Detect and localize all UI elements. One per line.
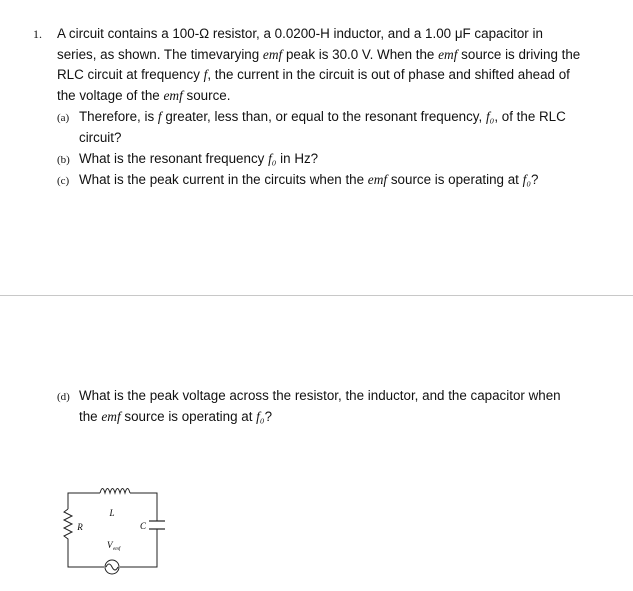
wire-bottom-left xyxy=(68,543,104,567)
frequency-symbol: f xyxy=(157,109,162,124)
resistor-zigzag xyxy=(64,509,72,543)
question-line-1 xyxy=(57,23,617,44)
question-number: 1. xyxy=(33,27,42,41)
part-c-label: (c) xyxy=(57,175,70,187)
resonant-frequency-symbol: f₀ xyxy=(268,151,277,166)
label-source-subscript: emf xyxy=(113,547,121,552)
label-source: V xyxy=(107,540,113,550)
part-text: ? xyxy=(531,172,539,187)
resonant-frequency-symbol: f₀ xyxy=(522,172,532,187)
emf-term: emf xyxy=(367,172,388,187)
wire-top-left xyxy=(68,493,100,509)
part-text: in Hz? xyxy=(276,151,319,166)
inductor-coil xyxy=(100,489,130,494)
frequency-symbol: f xyxy=(203,67,208,82)
part-text: source is operating at xyxy=(120,409,257,424)
part-a-label: (a) xyxy=(57,112,70,124)
part-b-line xyxy=(79,148,318,169)
resonant-frequency-symbol: f₀ xyxy=(485,109,495,124)
wire-top-right xyxy=(130,493,157,521)
part-text: ? xyxy=(264,409,273,424)
part-d-line-1: What is the peak voltage across the resistor, the inductor, and the capacitor when xyxy=(79,388,561,403)
part-text: Therefore, is xyxy=(79,109,158,124)
part-d-label: (d) xyxy=(57,391,70,403)
label-inductor: L xyxy=(109,508,115,518)
emf-term: emf xyxy=(163,88,183,103)
rlc-circuit-diagram xyxy=(60,485,185,580)
part-text: What is the resonant frequency xyxy=(79,151,269,166)
question-text: the voltage of the xyxy=(57,88,164,103)
part-c-line xyxy=(79,169,619,190)
question-text: , the current in the circuit is out of phase and shifted ahead of xyxy=(207,67,570,82)
part-text: source is operating at xyxy=(387,172,523,187)
part-text: What is the peak current in the circuits when the xyxy=(79,172,368,187)
part-text: greater, less than, or equal to the resonant frequency, xyxy=(161,109,486,124)
question-text: source. xyxy=(182,88,231,103)
emf-term: emf xyxy=(262,47,283,62)
part-d-line-2 xyxy=(79,406,272,427)
page-divider xyxy=(0,295,633,296)
question-text: source is driving the xyxy=(457,47,581,62)
part-text: , of the RLC xyxy=(494,109,566,124)
emf-term: emf xyxy=(438,47,458,62)
label-capacitor: C xyxy=(139,521,147,531)
question-text: peak is 30.0 V. When the xyxy=(282,47,439,62)
question-line-4 xyxy=(57,85,617,106)
wire-right-bottom xyxy=(120,529,157,567)
question-text: series, as shown. The timevarying xyxy=(57,47,263,62)
part-b-label: (b) xyxy=(57,154,70,166)
question-text: RLC circuit at frequency xyxy=(57,67,204,82)
label-resistor: R xyxy=(77,522,83,532)
part-text: the xyxy=(79,409,102,424)
question-text: A circuit contains a 100-Ω resistor, a 0.0200-H inductor, and a 1.00 μF capacitor in xyxy=(57,26,543,41)
emf-term: emf xyxy=(101,409,121,424)
resonant-frequency-symbol: f₀ xyxy=(256,409,265,424)
part-a-line-1 xyxy=(79,106,619,127)
part-a-line-2: circuit? xyxy=(79,130,122,145)
ac-source-wave xyxy=(106,564,118,570)
question-line-2 xyxy=(57,44,617,65)
question-line-3 xyxy=(57,64,617,85)
